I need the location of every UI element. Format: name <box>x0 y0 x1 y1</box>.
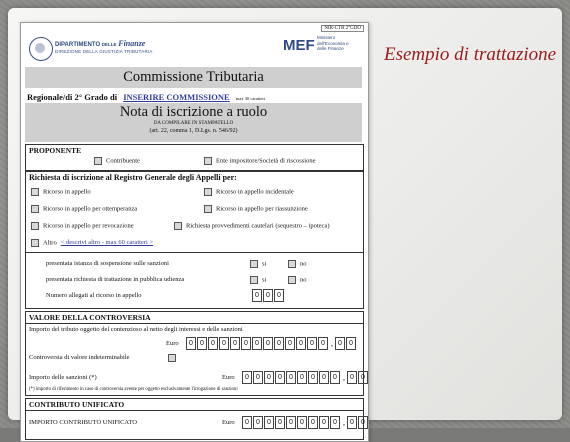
checkbox[interactable] <box>288 260 296 268</box>
decimal-digit-box[interactable]: 0 <box>335 337 345 350</box>
checkbox[interactable] <box>250 260 258 268</box>
valore-section <box>25 311 364 396</box>
digit-box[interactable]: 0 <box>219 337 229 350</box>
digit-box[interactable]: 0 <box>264 416 274 429</box>
commissione-field[interactable]: INSERIRE COMMISSIONE <box>123 92 230 102</box>
divider <box>26 323 363 324</box>
proponente-title: PROPONENTE <box>29 146 82 155</box>
digit-box[interactable]: 0 <box>285 337 295 350</box>
tributo-euro-label: Euro <box>166 340 179 347</box>
checkbox[interactable] <box>204 188 212 196</box>
mef-logo: MEF Ministero dell'Economia e delle Finanze <box>283 35 349 54</box>
ricorso-revocazione-option[interactable]: Ricorso in appello per revocazione <box>31 222 134 230</box>
digit-box[interactable]: 0 <box>330 371 340 384</box>
grado-line: Regionale/di 2° Grado di INSERIRE COMMISSIONE max 30 caratteri <box>27 92 266 102</box>
ricorso-ottemperanza-option[interactable]: Ricorso in appello per ottemperanza <box>31 205 137 213</box>
checkbox[interactable] <box>31 205 39 213</box>
allegati-label: Numero allegati al ricorso in appello <box>46 292 142 299</box>
digit-box[interactable]: 0 <box>307 337 317 350</box>
proponente-ente-option[interactable]: Ente impositore/Società di riscossione <box>204 157 315 165</box>
digit-box[interactable]: 0 <box>241 337 251 350</box>
digit-box[interactable]: 0 <box>264 371 274 384</box>
digit-box[interactable]: 0 <box>297 416 307 429</box>
indeterminabile-checkbox[interactable] <box>168 354 180 362</box>
department-name: DIPARTIMENTO DELLE Finanze <box>55 39 146 48</box>
contributo-euro-label: Euro <box>222 419 235 426</box>
digit-box[interactable]: 0 <box>242 416 252 429</box>
richiesta-section <box>25 171 364 309</box>
digit-box[interactable]: 0 <box>274 289 284 302</box>
sanzioni-label: Importo delle sanzioni (*) <box>29 374 97 381</box>
decimal-separator: , <box>331 339 333 348</box>
sanzioni-amount[interactable] <box>242 371 369 384</box>
tributo-amount[interactable] <box>186 337 357 350</box>
checkbox[interactable] <box>94 157 102 165</box>
ricorso-incidentale-option[interactable]: Ricorso in appello incidentale <box>204 188 294 196</box>
digit-box[interactable]: 0 <box>230 337 240 350</box>
proponente-section <box>25 144 364 171</box>
udienza-question: presentata richiesta di trattazione in pubblica udienza <box>46 276 185 283</box>
digit-box[interactable]: 0 <box>286 371 296 384</box>
checkbox[interactable] <box>250 276 258 284</box>
proponente-contribuente-option[interactable]: Contribuente <box>94 157 140 165</box>
digit-box[interactable]: 0 <box>186 337 196 350</box>
nota-heading: Nota di iscrizione a ruolo DA COMPILARE IN STAMPATELLO (art. 22, comma 1, D.Lgs. n. 546/92) <box>25 103 362 142</box>
digit-box[interactable]: 0 <box>330 416 340 429</box>
contributo-amount[interactable] <box>242 416 369 429</box>
digit-box[interactable]: 0 <box>275 416 285 429</box>
checkbox[interactable] <box>174 222 182 230</box>
checkbox[interactable] <box>204 157 212 165</box>
sospensione-question: presentata istanza di sospensione sulle sanzioni <box>46 260 169 267</box>
digit-box[interactable]: 0 <box>197 337 207 350</box>
digit-box[interactable]: 0 <box>275 371 285 384</box>
digit-box[interactable]: 0 <box>319 371 329 384</box>
digit-box[interactable]: 0 <box>208 337 218 350</box>
contributo-label: IMPORTO CONTRIBUTO UNIFICATO <box>29 419 137 426</box>
slide-title: Esempio di trattazione <box>384 44 557 65</box>
commissione-heading: Commissione Tributaria <box>25 67 362 88</box>
decimal-digit-box[interactable]: 0 <box>358 416 368 429</box>
decimal-digit-box[interactable]: 0 <box>347 371 357 384</box>
digit-box[interactable]: 0 <box>319 416 329 429</box>
udienza-no[interactable]: no <box>288 276 307 284</box>
checkbox[interactable] <box>288 276 296 284</box>
checkbox[interactable] <box>31 188 39 196</box>
provvedimenti-cautelari-option[interactable]: Richiesta provvedimenti cautelari (sequestro – ipoteca) <box>174 222 330 230</box>
form-document <box>20 22 369 442</box>
allegati-digits[interactable] <box>252 289 285 302</box>
digit-box[interactable]: 0 <box>296 337 306 350</box>
digit-box[interactable]: 0 <box>318 337 328 350</box>
department-subtitle: DIREZIONE DELLA GIUSTIZIA TRIBUTARIA <box>55 49 153 54</box>
digit-box[interactable]: 0 <box>308 371 318 384</box>
decimal-separator: , <box>343 373 345 382</box>
indeterminabile-label: Controversia di valore indeterminabile <box>29 354 130 361</box>
sanzioni-note: (*) importo di riferimento in caso di controversia avente per oggetto esclusivamente l'irrogazione di sanzioni <box>29 387 238 392</box>
digit-box[interactable]: 0 <box>297 371 307 384</box>
contributo-section <box>25 398 364 440</box>
decimal-digit-box[interactable]: 0 <box>346 337 356 350</box>
valore-title: VALORE DELLA CONTROVERSIA <box>29 313 151 322</box>
checkbox[interactable] <box>31 222 39 230</box>
republic-seal-icon <box>29 37 53 61</box>
digit-box[interactable]: 0 <box>274 337 284 350</box>
sospensione-no[interactable]: no <box>288 260 307 268</box>
decimal-digit-box[interactable]: 0 <box>358 371 368 384</box>
decimal-separator: , <box>343 418 345 427</box>
ricorso-riassunzione-option[interactable]: Ricorso in appello per riassunzione <box>204 205 308 213</box>
slide <box>8 8 562 427</box>
digit-box[interactable]: 0 <box>253 371 263 384</box>
udienza-si[interactable]: si <box>250 276 266 284</box>
altro-field[interactable]: < descrivi altro - max 60 caratteri > <box>60 239 154 247</box>
decimal-digit-box[interactable]: 0 <box>347 416 357 429</box>
form-header <box>27 35 357 67</box>
checkbox[interactable] <box>31 239 39 247</box>
altro-option[interactable]: Altro < descrivi altro - max 60 caratteri > <box>31 239 153 247</box>
sospensione-si[interactable]: si <box>250 260 266 268</box>
sanzioni-euro-label: Euro <box>222 374 235 381</box>
digit-box[interactable]: 0 <box>286 416 296 429</box>
contributo-title: CONTRIBUTO UNIFICATO <box>29 400 125 409</box>
digit-box[interactable]: 0 <box>242 371 252 384</box>
ricorso-appello-option[interactable]: Ricorso in appello <box>31 188 91 196</box>
richiesta-title: Richiesta di iscrizione al Registro Generale degli Appelli per: <box>29 173 237 182</box>
digit-box[interactable]: 0 <box>252 337 262 350</box>
checkbox[interactable] <box>204 205 212 213</box>
digit-box[interactable]: 0 <box>253 416 263 429</box>
tributo-label: Importo del tributo oggetto del contenzioso al netto degli interessi e delle sanzioni <box>29 326 243 333</box>
form-code: NIR-CTR 2°GDO <box>321 25 364 32</box>
divider <box>26 252 363 253</box>
digit-box[interactable]: 0 <box>263 337 273 350</box>
checkbox[interactable] <box>168 354 176 362</box>
digit-box[interactable]: 0 <box>308 416 318 429</box>
divider <box>26 410 363 411</box>
digit-box[interactable]: 0 <box>252 289 262 302</box>
digit-box[interactable]: 0 <box>263 289 273 302</box>
